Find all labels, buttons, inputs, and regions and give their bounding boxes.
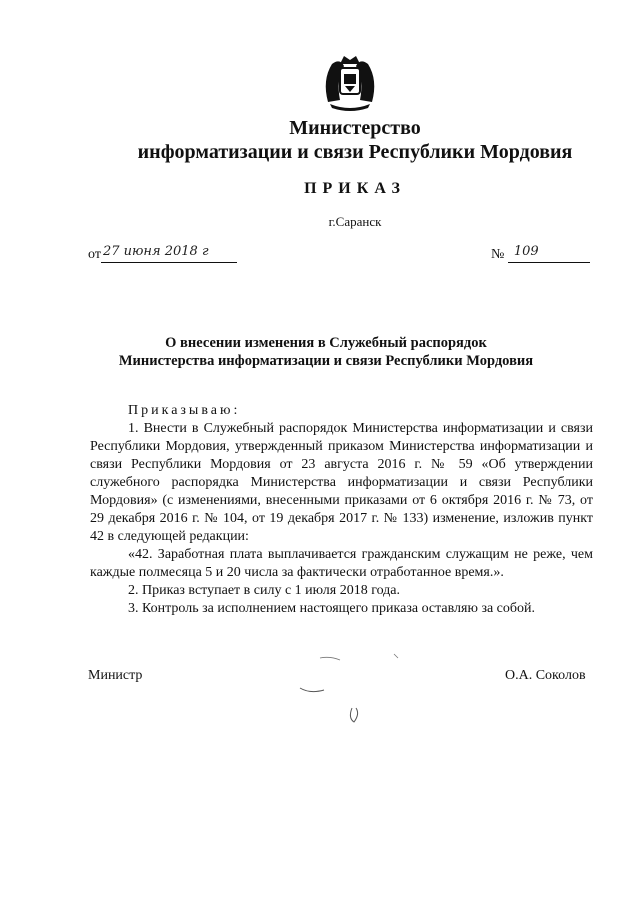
subject-line1: О внесении изменения в Служебный распорядок <box>165 335 487 351</box>
order-item-2: 2. Приказ вступает в силу с 1 июля 2018 года. <box>128 583 401 598</box>
signatory-title: Министр <box>88 668 143 683</box>
handwritten-date: 27 июня 2018 г <box>102 244 209 259</box>
subject-line2: Министерства информатизации и связи Республики Мордовия <box>118 353 534 369</box>
order-quote: «42. Заработная плата выплачивается гражданским служащим не реже, чем каждые полмесяца 5 и 20 числа за фактически отработанное время.». <box>90 547 593 580</box>
order-item-3: 3. Контроль за исполнением настоящего приказа оставляю за собой. <box>128 601 536 616</box>
mordovia-coat-of-arms-icon <box>318 50 382 114</box>
number-prefix: № <box>491 247 505 262</box>
order-number <box>491 244 590 263</box>
number-line <box>508 244 590 263</box>
date-prefix: от <box>88 247 101 262</box>
handwritten-number: 109 <box>513 244 539 259</box>
ministry-name-line1: Министерство <box>289 117 421 139</box>
ministry-name-line2: информатизации и связи Республики Мордовия <box>137 141 573 163</box>
city-label: г.Саранск <box>328 214 382 229</box>
order-item-1: 1. Внести в Служебный распорядок Министерства информатизации и связи Республики Мордовия, утвержденный приказом Министерства информатизации и связи Республики Мордовия от 23 августа 2016 г. № 59 «Об утверждении служебного распорядка Министерства информатизации и связи Республики Мордовия» (с изменениями, внесенными приказами от 6 октября 2016 г. № 73, от 29 декабря 2016 г. № 104, от 19 декабря 2017 г. № 133) изменение, изложив пункт 42 в следующей редакции: <box>90 421 593 544</box>
order-body <box>90 402 593 618</box>
order-word: Приказываю: <box>128 403 241 418</box>
handwritten-signature-icon <box>290 648 420 728</box>
order-date <box>88 244 237 263</box>
signatory-name: О.А. Соколов <box>505 668 586 683</box>
order-title: ПРИКАЗ <box>304 180 406 197</box>
date-line <box>101 244 237 263</box>
